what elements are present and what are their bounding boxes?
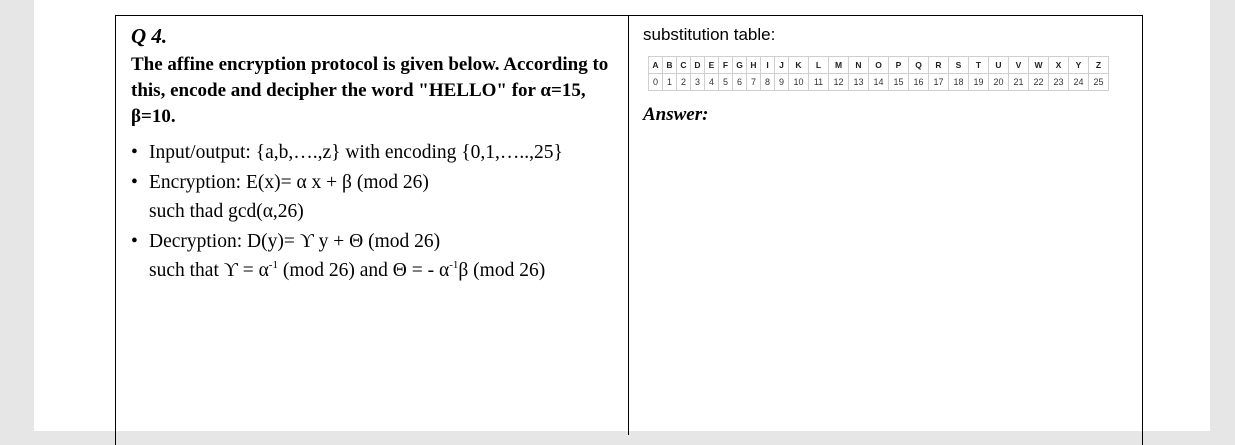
number-cell: 2 <box>677 74 691 91</box>
number-cell: 21 <box>1009 74 1029 91</box>
number-cell: 13 <box>849 74 869 91</box>
number-cell: 19 <box>969 74 989 91</box>
number-cell: 20 <box>989 74 1009 91</box>
letter-cell: K <box>789 57 809 74</box>
letter-cell: Q <box>909 57 929 74</box>
bullet-icon: • <box>131 142 138 163</box>
number-cell: 14 <box>869 74 889 91</box>
answer-label: Answer: <box>643 104 709 125</box>
number-cell: 1 <box>663 74 677 91</box>
letter-cell: W <box>1029 57 1049 74</box>
substitution-table-title: substitution table: <box>643 25 776 44</box>
letter-cell: V <box>1009 57 1029 74</box>
letter-cell: N <box>849 57 869 74</box>
inverse-exponent-2: -1 <box>449 259 459 271</box>
inverse-exponent-1: -1 <box>268 259 278 271</box>
letter-cell: Z <box>1089 57 1109 74</box>
decryption-condition <box>149 256 621 286</box>
letter-cell: R <box>929 57 949 74</box>
letter-cell: A <box>649 57 663 74</box>
column-divider <box>628 15 629 435</box>
number-cell: 11 <box>809 74 829 91</box>
letter-cell: O <box>869 57 889 74</box>
bullet-icon: • <box>131 171 138 193</box>
decryption-condition-part-2: (mod 26) and Θ = - α <box>277 260 450 281</box>
decryption-text: Decryption: D(y)= ϒ y + Θ (mod 26) <box>149 230 441 252</box>
protocol-list <box>131 138 621 286</box>
letter-cell: H <box>747 57 761 74</box>
letter-cell: L <box>809 57 829 74</box>
decryption-condition-part-3: β (mod 26) <box>458 260 546 281</box>
number-cell: 9 <box>775 74 789 91</box>
number-cell: 18 <box>949 74 969 91</box>
number-cell: 24 <box>1069 74 1089 91</box>
letter-cell: G <box>733 57 747 74</box>
number-cell: 16 <box>909 74 929 91</box>
number-cell: 5 <box>719 74 733 91</box>
encryption-condition: such thad gcd(α,26) <box>149 201 304 222</box>
question-intro: The affine encryption protocol is given below. According to this, encode and decipher the word "HELLO" for α=15, β=10. <box>131 54 609 127</box>
letter-cell: D <box>691 57 705 74</box>
number-cell: 12 <box>829 74 849 91</box>
number-cell: 23 <box>1049 74 1069 91</box>
letter-cell: E <box>705 57 719 74</box>
letter-cell: S <box>949 57 969 74</box>
letter-cell: P <box>889 57 909 74</box>
letter-cell: C <box>677 57 691 74</box>
number-cell: 8 <box>761 74 775 91</box>
list-item-input-output <box>131 138 621 168</box>
number-cell: 22 <box>1029 74 1049 91</box>
answer-cell <box>643 24 1133 125</box>
number-cell: 15 <box>889 74 909 91</box>
letter-cell: X <box>1049 57 1069 74</box>
letter-cell: U <box>989 57 1009 74</box>
substitution-table <box>648 56 1109 91</box>
numbers-row <box>649 74 1109 91</box>
letter-cell: B <box>663 57 677 74</box>
number-cell: 0 <box>649 74 663 91</box>
number-cell: 3 <box>691 74 705 91</box>
number-cell: 25 <box>1089 74 1109 91</box>
question-number: Q 4. <box>131 24 168 48</box>
letter-cell: T <box>969 57 989 74</box>
letter-cell: J <box>775 57 789 74</box>
number-cell: 10 <box>789 74 809 91</box>
decryption-condition-part-1: such that ϒ = α <box>149 260 269 281</box>
number-cell: 7 <box>747 74 761 91</box>
encryption-text: Encryption: E(x)= α x + β (mod 26) <box>149 171 429 193</box>
letter-cell: F <box>719 57 733 74</box>
number-cell: 17 <box>929 74 949 91</box>
letter-cell: I <box>761 57 775 74</box>
letters-row <box>649 57 1109 74</box>
list-item-encryption <box>131 168 621 227</box>
number-cell: 4 <box>705 74 719 91</box>
letter-cell: Y <box>1069 57 1089 74</box>
bullet-icon: • <box>131 230 138 252</box>
number-cell: 6 <box>733 74 747 91</box>
input-output-text: Input/output: {a,b,….,z} with encoding {0,1,…..,25} <box>149 142 563 163</box>
question-cell <box>131 24 621 286</box>
list-item-decryption <box>131 227 621 286</box>
letter-cell: M <box>829 57 849 74</box>
